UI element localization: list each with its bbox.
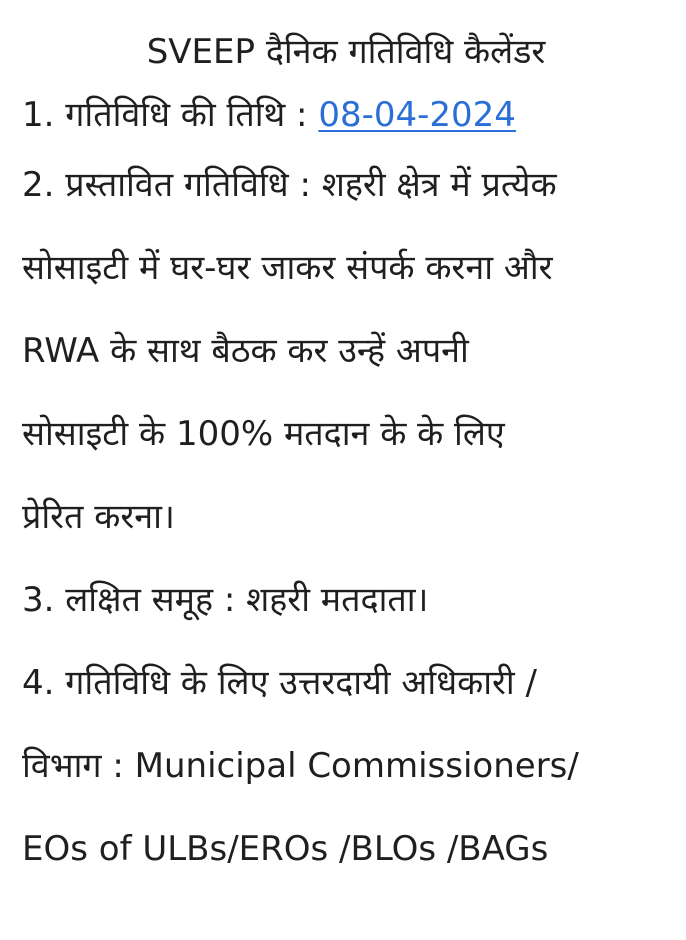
proposed-activity-line-2: सोसाइटी में घर-घर जाकर संपर्क करना और bbox=[22, 248, 553, 288]
responsible-officer-line-3: EOs of ULBs/EROs /BLOs /BAGs bbox=[22, 829, 549, 869]
proposed-activity-line-3: RWA के साथ बैठक कर उन्हें अपनी bbox=[22, 331, 469, 371]
responsible-officer-line-2: विभाग : Municipal Commissioners/ bbox=[22, 746, 579, 786]
activity-date-link[interactable]: 08-04-2024 bbox=[318, 95, 516, 135]
proposed-activity-line-5: प्रेरित करना। bbox=[22, 497, 175, 537]
proposed-activity-line-1: 2. प्रस्तावित गतिविधि : शहरी क्षेत्र में प्रत्येक bbox=[22, 165, 557, 205]
responsible-officer-line-1: 4. गतिविधि के लिए उत्तरदायी अधिकारी / bbox=[22, 663, 538, 703]
activity-date-row bbox=[22, 86, 670, 144]
proposed-activity-line-4: सोसाइटी के 100% मतदान के के लिए bbox=[22, 414, 505, 454]
page-title: SVEEP दैनिक गतिविधि कैलेंडर bbox=[146, 32, 546, 72]
target-group-line: 3. लक्षित समूह : शहरी मतदाता। bbox=[22, 580, 429, 620]
activity-date-label: 1. गतिविधि की तिथि : bbox=[22, 95, 319, 135]
